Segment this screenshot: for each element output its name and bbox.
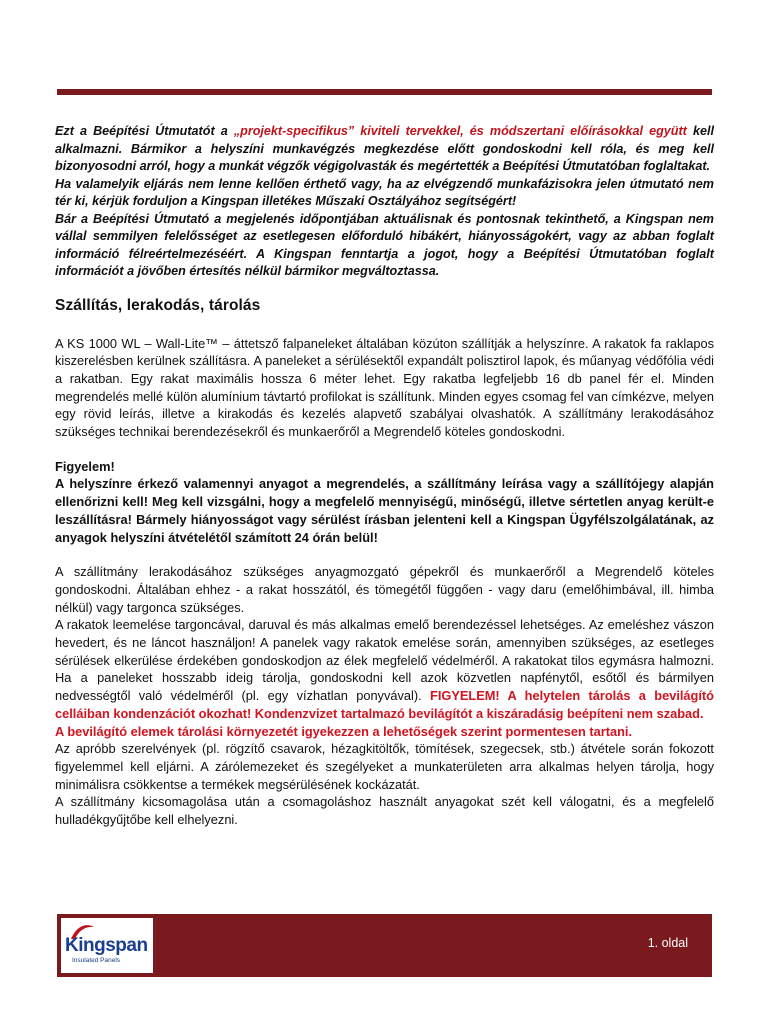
intro-text-continued: kell alkalmazni. Bármikor a helyszíni munkavégzés megkezdése előtt gondoskodni kell róla, és meg kell bizonyosodni arról, hogy a munkát végzők végigolvasták és megértették a Beépítési Útmutatóban foglaltakat. xyxy=(55,124,714,173)
body-paragraph-3 xyxy=(55,616,714,722)
intro-block xyxy=(55,123,714,281)
intro-red-emphasis: „projekt-specifikus” kiviteli tervekkel, és módszertani előírásokkal együtt xyxy=(233,124,687,138)
footer-bar xyxy=(57,914,712,977)
intro-paragraph-2: Ha valamelyik eljárás nem lenne kellően érthető vagy, ha az elvégzendő munkafázisokra jelen útmutató nem tér ki, kérjük forduljon a Kingspan illetékes Műszaki Osztályához segítségért! xyxy=(55,176,714,208)
intro-paragraph-3: Bár a Beépítési Útmutató a megjelenés időpontjában aktuálisnak és pontosnak tekinthető, a Kingspan nem vállal semmilyen felelősséget az esetlegesen előforduló hibákért, hiányosságokért, vagy az abban foglalt információ félreértelmezéséért. A Kingspan fenntartja a jogot, hogy a Beépítési Útmutatóban foglalt információt a jövőben értesítés nélkül bármikor megváltoztassa. xyxy=(55,211,714,278)
page-content xyxy=(55,123,714,829)
body-paragraph-4: Az apróbb szerelvények (pl. rögzítő csavarok, hézagkitöltők, tömítések, szegecsek, stb.) átvétele során fokozott figyelemmel kell eljárni. A zárólemezeket és szegélyeket a munkaterületen arra alkalmas helyen tárolja, hogy minimálisra csökkentse a termékek megsérülésének kockázatát. xyxy=(55,741,714,792)
dust-free-warning: A bevilágító elemek tárolási környezetét igyekezzen a lehetőségek szerint pormentesen tartani. xyxy=(55,723,633,739)
kingspan-logo xyxy=(61,918,153,973)
body-paragraph-5: A szállítmány kicsomagolása után a csomagoláshoz használt anyagokat szét kell válogatni, és a megfelelő hulladékgyűjtőbe kell elhelyezni. xyxy=(55,794,714,828)
top-divider xyxy=(57,89,712,95)
warning-text: A helyszínre érkező valamennyi anyagot a megrendelés, a szállítmány leírása vagy a szállítójegy alapján ellenőrizni kell! Meg kell vizsgálni, hogy a megfelelő mennyiségű, minőségű, illetve sértetlen anyag került-e leszállításra! Bármely hiányosságot vagy sérülést írásban jelenteni kell a Kingspan Ügyfélszolgálatának, az anyagok helyszíni átvételétől számított 24 órán belül! xyxy=(55,476,714,545)
body-paragraph-2: A szállítmány lerakodásához szükséges anyagmozgató gépekről és munkaerőről a Megrendelő köteles gondoskodni. Általában ehhez - a rakat hosszától, és tömegétől függően - vagy daru (emelőhimbával, ill. himba nélkül) vagy targonca szükséges. xyxy=(55,564,714,615)
intro-text: Ezt a Beépítési Útmutatót a xyxy=(55,124,234,138)
warning-label: Figyelem! xyxy=(55,458,115,474)
body-paragraph-1: A KS 1000 WL – Wall-Lite™ – áttetsző falpaneleket általában közúton szállítják a helyszínre. A rakatok fa raklapos kiszerelésben kerülnek szállításra. A paneleket a sérülésektől expandált polisztirol lapok, és műanyag védőfólia védi a rakatban. Egy rakat maximális hossza 6 méter lehet. Egy rakatba legfeljebb 16 db panel fér el. Minden megrendelés mellé külön alumínium távtartó profilokat is szállítunk. Minden egyes csomag fel van címkézve, melyen egy rövid leírás, illetve a kirakodás és kezelés alapvető szabályai olvashatók. A szállítmány lerakodásához szükséges technikai berendezésekről és munkaerőről a Megrendelő köteles gondoskodni. xyxy=(55,335,714,440)
body-paragraph-3-text: A rakatok leemelése targoncával, daruval és más alkalmas emelő berendezéssel lehetséges. Az emeléshez vászon hevedert, és ne láncot használjon! A panelek vagy rakatok emelése során, amennyiben szükséges, az esetleges sérülések elkerülése érdekében gondoskodjon az élek megfelelő védelméről. A rakatokat tilos egymásra halmozni. Ha a paneleket hosszabb ideig tárolja, gondoskodni kell azok közvetlen napfénytől, esőtől és bármilyen nedvességtől való védelméről (pl. egy vízhatlan ponyvával). xyxy=(55,617,714,704)
logo-wordmark: Kingspan xyxy=(65,935,148,956)
page-number: 1. oldal xyxy=(647,936,688,950)
logo-subtitle: Insulated Panels xyxy=(72,957,121,964)
section-title: Szállítás, lerakodás, tárolás xyxy=(55,296,261,314)
condensation-warning: FIGYELEM! A helytelen tárolás a bevilágító celláiban kondenzációt okozhat! Kondenzvizet tartalmazó bevilágítót a kiszáradásig beépíteni nem szabad. xyxy=(55,688,714,721)
intro-paragraph-1 xyxy=(55,123,714,176)
